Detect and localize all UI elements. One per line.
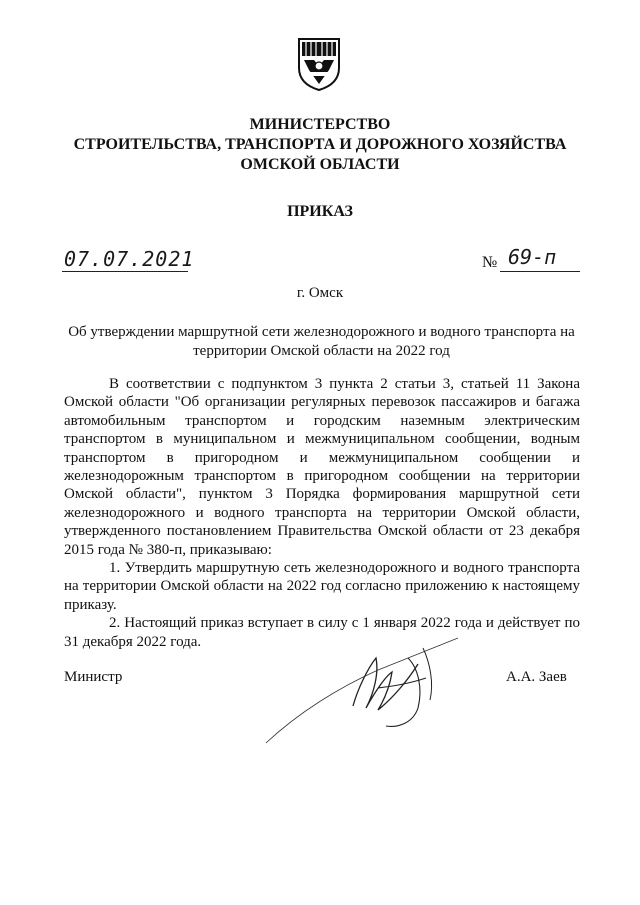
document-date: 07.07.2021	[64, 247, 195, 271]
ministry-line-2: СТРОИТЕЛЬСТВА, ТРАНСПОРТА И ДОРОЖНОГО ХОЗЯЙСТВА	[73, 136, 567, 153]
date-underline	[62, 271, 188, 272]
signer-position: Министр	[64, 669, 123, 685]
document-city: г. Омск	[296, 285, 344, 301]
document-subject: Об утверждении маршрутной сети железнодорожного и водного транспорта на территории Омской области на 2022 год	[68, 324, 575, 359]
number-label: №	[482, 254, 498, 271]
ministry-line-3: ОМСКОЙ ОБЛАСТИ	[240, 156, 400, 173]
body-paragraph: В соответствии с подпунктом 3 пункта 2 статьи 3, статьей 11 Закона Омской области "Об организации регулярных перевозок пассажиров и багажа автомобильным транспортом и городским наземным электрическим транспортом в муниципальном и межмуниципальном сообщении, водным транспортом в пригородном и межмуниципальном сообщении и железнодорожным транспортом в пригородном сообщении на территории Омской области", пунктом 3 Порядка формирования маршрутной сети железнодорожного и водного транспорта на территории Омской области, утвержденного постановлением Правительства Омской области от 23 декабря 2015 года № 380-п, приказываю:	[64, 376, 580, 558]
body-paragraph: 2. Настоящий приказ вступает в силу с 1 января 2022 года и действует по 31 декабря 2022 года.	[64, 615, 580, 650]
document-type-title: ПРИКАЗ	[287, 203, 353, 220]
coat-of-arms-icon	[296, 36, 342, 92]
body-paragraph: 1. Утвердить маршрутную сеть железнодорожного и водного транспорта на территории Омской области на 2022 год согласно приложению к настоящему приказу.	[64, 560, 580, 613]
ministry-heading	[40, 115, 600, 175]
signer-name: А.А. Заев	[506, 669, 567, 685]
handwritten-signature-icon	[258, 628, 468, 748]
number-underline	[500, 271, 580, 272]
document-body	[64, 375, 580, 651]
document-number: 69-п	[508, 245, 557, 269]
ministry-line-1: МИНИСТЕРСТВО	[249, 116, 391, 133]
